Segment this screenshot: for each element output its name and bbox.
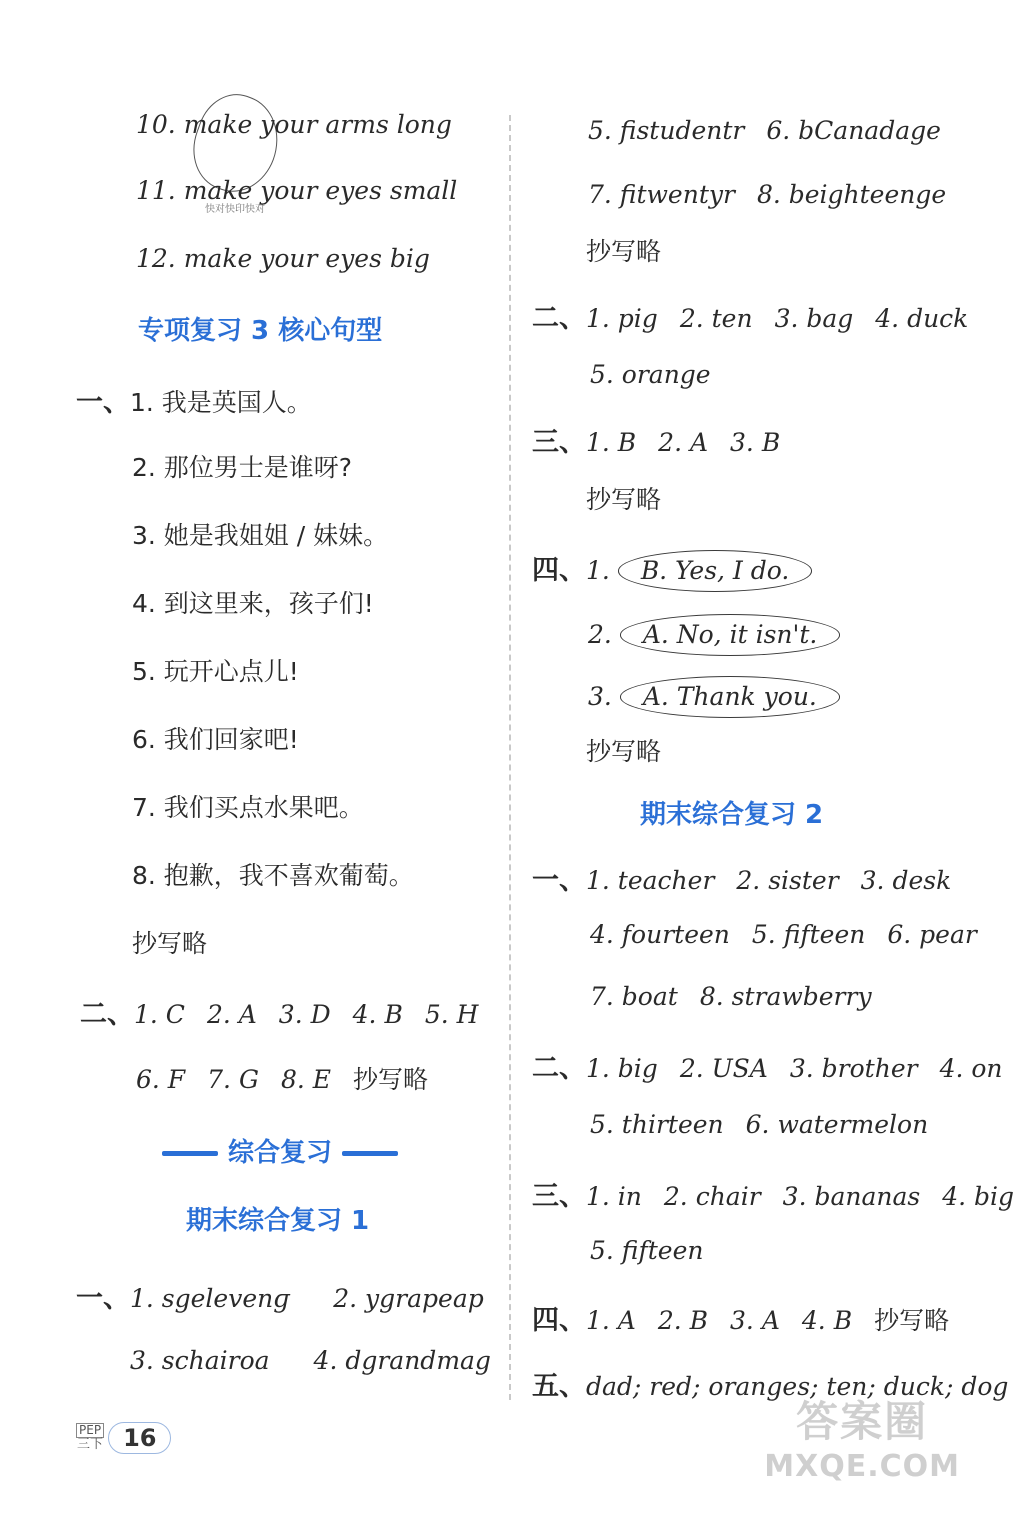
copy-note: 抄写略 bbox=[874, 1306, 950, 1335]
copy-note: 抄写略 bbox=[353, 1065, 429, 1094]
answer-line bbox=[588, 614, 840, 656]
answer-line bbox=[588, 180, 946, 209]
answer-item: 4. dgrandmag bbox=[313, 1346, 491, 1375]
answer-item: 8. E bbox=[280, 1065, 331, 1094]
question-number: 一、 bbox=[76, 387, 130, 418]
answer-number: 1. bbox=[586, 556, 610, 585]
answer-item: 2. B bbox=[657, 1306, 709, 1335]
answer-item: 2. A bbox=[658, 428, 709, 457]
answer-item: 4. 到这里来，孩子们! bbox=[132, 589, 374, 618]
question-number: 四、 bbox=[532, 555, 586, 586]
answer-line bbox=[532, 420, 780, 459]
question-number: 五、 bbox=[532, 1371, 586, 1402]
answer-item: 5. fifteen bbox=[590, 1236, 704, 1265]
answer-item: 2. ygrapeap bbox=[333, 1284, 484, 1313]
answer-item: 3. schairoa bbox=[130, 1346, 270, 1375]
answer-item: 1. pig bbox=[586, 304, 658, 333]
question-number: 二、 bbox=[80, 999, 134, 1030]
question-number: 四、 bbox=[532, 1305, 586, 1336]
section-heading: 期末综合复习 1 bbox=[186, 1206, 370, 1236]
answer-item: 4. B bbox=[801, 1306, 853, 1335]
answer-item: 8. strawberry bbox=[699, 982, 872, 1011]
column-separator bbox=[509, 115, 511, 1400]
answer-item: 8. 抱歉，我不喜欢葡萄。 bbox=[132, 861, 414, 890]
circled-answer: A. No, it isn't. bbox=[620, 614, 841, 656]
answer-item: 3. D bbox=[278, 1000, 331, 1029]
answer-line bbox=[76, 1276, 484, 1315]
answer-line bbox=[588, 116, 941, 145]
answer-number: 2. bbox=[588, 620, 612, 649]
divider-line-left bbox=[162, 1151, 218, 1156]
answer-item: 4. duck bbox=[875, 304, 969, 333]
answer-item: 1. big bbox=[586, 1054, 658, 1083]
answer-item: 3. desk bbox=[860, 866, 952, 895]
divider-heading bbox=[152, 1132, 408, 1169]
watermark-en: MXQE.COM bbox=[764, 1449, 960, 1484]
answer-item: 3. bananas bbox=[782, 1182, 921, 1211]
answer-line bbox=[532, 548, 812, 592]
answer-line: 11. make your eyes small bbox=[136, 176, 458, 205]
answer-item: dad; red; oranges; ten; duck; dog bbox=[586, 1372, 1009, 1401]
divider-line-right bbox=[342, 1151, 398, 1156]
answer-item: 3. brother bbox=[789, 1054, 918, 1083]
answer-item: 5. fifteen bbox=[751, 920, 866, 949]
answer-item: 6. bCanadage bbox=[766, 116, 941, 145]
circled-answer: A. Thank you. bbox=[620, 676, 840, 718]
section-heading: 期末综合复习 2 bbox=[640, 800, 824, 830]
answer-line bbox=[590, 982, 872, 1011]
question-number: 一、 bbox=[76, 1283, 130, 1314]
answer-item: 6. pear bbox=[887, 920, 977, 949]
answer-line bbox=[532, 296, 968, 335]
answer-item: 2. ten bbox=[679, 304, 753, 333]
edition-label: PEP bbox=[76, 1423, 104, 1438]
answer-number: 3. bbox=[588, 682, 612, 711]
question-number: 二、 bbox=[532, 1053, 586, 1084]
answer-item: 1. teacher bbox=[586, 866, 715, 895]
answer-line: 10. make your arms long bbox=[136, 110, 452, 139]
answer-line bbox=[532, 1174, 1014, 1213]
answer-item: 5. thirteen bbox=[590, 1110, 724, 1139]
answer-item: 1. C bbox=[134, 1000, 185, 1029]
grade-label: 三下 bbox=[77, 1437, 104, 1453]
answer-item: 3. 她是我姐姐 / 妹妹。 bbox=[132, 521, 389, 550]
answer-item: 4. fourteen bbox=[590, 920, 730, 949]
answer-line bbox=[590, 920, 977, 949]
answer-item: 4. big bbox=[942, 1182, 1014, 1211]
answer-item: 6. 我们回家吧! bbox=[132, 725, 299, 754]
answer-item: 1. in bbox=[586, 1182, 642, 1211]
answer-item: 2. chair bbox=[663, 1182, 761, 1211]
copy-note: 抄写略 bbox=[586, 485, 662, 514]
circled-answer: B. Yes, I do. bbox=[618, 550, 813, 592]
answer-item: 2. 那位男士是谁呀? bbox=[132, 453, 353, 482]
page-number: 16 bbox=[108, 1422, 171, 1454]
answer-item: 2. A bbox=[206, 1000, 257, 1029]
question-number: 三、 bbox=[532, 427, 586, 458]
copy-note: 抄写略 bbox=[586, 237, 662, 266]
answer-item: 4. on bbox=[939, 1054, 1003, 1083]
answer-item: 1. B bbox=[586, 428, 637, 457]
answer-item: 1. 我是英国人。 bbox=[130, 388, 312, 417]
answer-item: 7. boat bbox=[590, 982, 678, 1011]
answer-item: 6. watermelon bbox=[745, 1110, 929, 1139]
answer-item: 3. B bbox=[730, 428, 781, 457]
site-watermark bbox=[764, 1389, 960, 1484]
answer-item: 3. A bbox=[730, 1306, 780, 1335]
question-number: 一、 bbox=[532, 865, 586, 896]
answer-line bbox=[590, 1110, 928, 1139]
answer-line bbox=[532, 1298, 949, 1337]
answer-item: 5. fistudentr bbox=[588, 116, 745, 145]
question-number: 二、 bbox=[532, 303, 586, 334]
answer-item: 1. A bbox=[586, 1306, 636, 1335]
stamp-text: 快对快印快对 bbox=[205, 204, 265, 215]
page-footer bbox=[76, 1422, 171, 1454]
answer-item: 5. orange bbox=[590, 360, 711, 389]
copy-note: 抄写略 bbox=[586, 737, 662, 766]
answer-item: 7. G bbox=[207, 1065, 259, 1094]
answer-line bbox=[80, 992, 478, 1031]
answer-item: 3. bag bbox=[774, 304, 854, 333]
answer-item: 4. B bbox=[352, 1000, 403, 1029]
answer-item: 7. fitwentyr bbox=[588, 180, 735, 209]
answer-line bbox=[588, 676, 840, 718]
section-heading: 专项复习 3 核心句型 bbox=[138, 316, 383, 346]
answer-line bbox=[532, 858, 951, 897]
answer-line bbox=[130, 1346, 491, 1375]
divider-title: 综合复习 bbox=[228, 1138, 333, 1168]
answer-line bbox=[136, 1060, 428, 1096]
answer-item: 1. sgelevenɡ bbox=[130, 1284, 290, 1313]
answer-item: 5. H bbox=[424, 1000, 479, 1029]
answer-item: 7. 我们买点水果吧。 bbox=[132, 793, 364, 822]
answer-item: 6. F bbox=[136, 1065, 186, 1094]
edition-badge bbox=[76, 1423, 104, 1452]
answer-item: 2. USA bbox=[679, 1054, 768, 1083]
copy-note: 抄写略 bbox=[132, 929, 208, 958]
answer-item: 8. beighteenge bbox=[756, 180, 947, 209]
answer-line bbox=[532, 1046, 1003, 1085]
answer-line bbox=[76, 380, 312, 419]
watermark-cn: 答案圈 bbox=[796, 1397, 929, 1446]
answer-item: 5. 玩开心点儿! bbox=[132, 657, 299, 686]
answer-line: 12. make your eyes big bbox=[136, 244, 430, 273]
question-number: 三、 bbox=[532, 1181, 586, 1212]
answer-item: 2. sister bbox=[736, 866, 839, 895]
